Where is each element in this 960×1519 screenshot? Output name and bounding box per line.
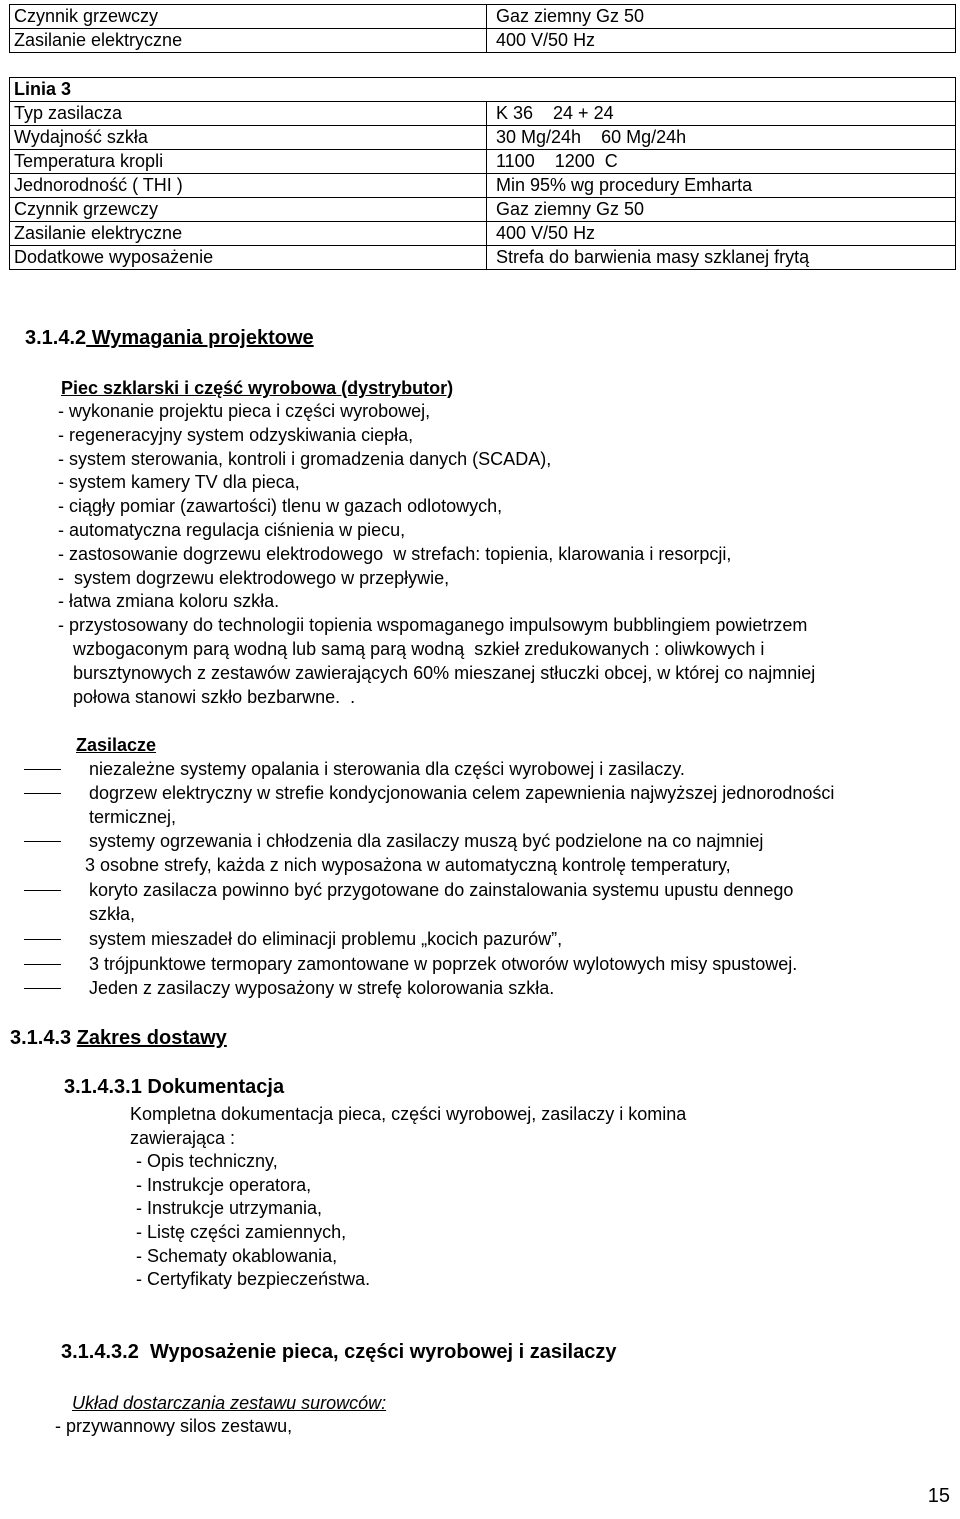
table-cell-value: 400 V/50 Hz bbox=[487, 29, 956, 53]
list-item-continuation: szkła, bbox=[89, 904, 136, 924]
list-item: systemy ogrzewania i chłodzenia dla zasilaczy muszą być podzielone na co najmniej bbox=[89, 831, 764, 851]
table-cell-value: Min 95% wg procedury Emharta bbox=[487, 174, 956, 198]
table-cell-label: Dodatkowe wyposażenie bbox=[10, 246, 487, 270]
table-row bbox=[10, 5, 956, 29]
table-row bbox=[10, 246, 956, 270]
paragraph-line: zawierająca : bbox=[130, 1128, 236, 1148]
dash-bullet bbox=[24, 964, 61, 965]
table-cell-label: Czynnik grzewczy bbox=[10, 198, 487, 222]
dash-bullet bbox=[24, 988, 61, 989]
subsection-heading-piec: Piec szklarski i część wyrobowa (dystrybutor) bbox=[61, 378, 454, 398]
spec-table-continued bbox=[9, 4, 956, 53]
list-item: - Instrukcje utrzymania, bbox=[136, 1198, 323, 1219]
section-number: 3.1.4.2 bbox=[25, 327, 87, 349]
list-item: - Certyfikaty bezpieczeństwa. bbox=[136, 1269, 371, 1290]
dash-bullet bbox=[24, 841, 61, 842]
list-item: - ciągły pomiar (zawartości) tlenu w gazach odlotowych, bbox=[58, 496, 503, 517]
table-row bbox=[10, 174, 956, 198]
table-cell-label: Typ zasilacza bbox=[10, 102, 487, 126]
section-heading-3143 bbox=[10, 1026, 227, 1050]
list-item: koryto zasilacza powinno być przygotowane do zainstalowania systemu upustu dennego bbox=[89, 880, 794, 900]
section-title: Zakres dostawy bbox=[76, 1027, 227, 1049]
table-cell-value: K 36 24 + 24 bbox=[487, 102, 956, 126]
documentation-list bbox=[136, 1150, 370, 1292]
list-item-continuation: 3 osobne strefy, każda z nich wyposażona w automatyczną kontrolę temperatury, bbox=[85, 855, 731, 875]
list-item: połowa stanowi szkło bezbarwne. . bbox=[58, 686, 356, 707]
list-item: Jeden z zasilaczy wyposażony w strefę kolorowania szkła. bbox=[89, 978, 555, 998]
list-item: - łatwa zmiana koloru szkła. bbox=[58, 591, 280, 612]
list-item-continuation: termicznej, bbox=[89, 807, 177, 827]
table-row bbox=[10, 126, 956, 150]
table-cell-label: Jednorodność ( THI ) bbox=[10, 174, 487, 198]
list-item: system mieszadeł do eliminacji problemu „kocich pazurów”, bbox=[89, 929, 563, 949]
table-row bbox=[10, 29, 956, 53]
table-title: Linia 3 bbox=[10, 78, 956, 102]
subsection-heading-uklad: Układ dostarczania zestawu surowców: bbox=[72, 1393, 387, 1413]
dash-bullet bbox=[24, 793, 61, 794]
list-item: - Instrukcje operatora, bbox=[136, 1174, 312, 1195]
list-item: - wykonanie projektu pieca i części wyrobowej, bbox=[58, 401, 431, 421]
list-item: - system kamery TV dla pieca, bbox=[58, 472, 300, 493]
piec-requirements-list bbox=[58, 400, 815, 709]
page-number: 15 bbox=[927, 1485, 950, 1507]
table-row bbox=[10, 150, 956, 174]
list-item: dogrzew elektryczny w strefie kondycjonowania celem zapewnienia najwyższej jednorodności bbox=[89, 783, 835, 803]
table-cell-value: Gaz ziemny Gz 50 bbox=[487, 5, 956, 29]
section-number: 3.1.4.3 bbox=[10, 1027, 77, 1049]
list-item: bursztynowych z zestawów zawierających 60% mieszanej stłuczki obcej, w której co najmniej bbox=[58, 662, 816, 683]
list-item: - system sterowania, kontroli i gromadzenia danych (SCADA), bbox=[58, 448, 552, 469]
table-cell-label: Zasilanie elektryczne bbox=[10, 29, 487, 53]
dash-bullet bbox=[24, 769, 61, 770]
spec-table-line3 bbox=[9, 77, 956, 270]
table-cell-value: 400 V/50 Hz bbox=[487, 222, 956, 246]
table-cell-label: Zasilanie elektryczne bbox=[10, 222, 487, 246]
section-heading-31432: 3.1.4.3.2 Wyposażenie pieca, części wyrobowej i zasilaczy bbox=[61, 1341, 617, 1363]
list-item: - Opis techniczny, bbox=[136, 1151, 278, 1171]
table-cell-label: Temperatura kropli bbox=[10, 150, 487, 174]
section-heading-31431: 3.1.4.3.1 Dokumentacja bbox=[64, 1076, 285, 1098]
list-item: - zastosowanie dogrzewu elektrodowego w strefach: topienia, klarowania i resorpcji, bbox=[58, 543, 732, 564]
list-item: - regeneracyjny system odzyskiwania ciepła, bbox=[58, 424, 414, 445]
list-item: niezależne systemy opalania i sterowania dla części wyrobowej i zasilaczy. bbox=[89, 759, 685, 779]
table-cell-value: 1100 1200 C bbox=[487, 150, 956, 174]
list-item: - automatyczna regulacja ciśnienia w piecu, bbox=[58, 519, 406, 540]
list-item: - Schematy okablowania, bbox=[136, 1245, 338, 1266]
dash-bullet bbox=[24, 890, 61, 891]
subsection-heading-zasilacze: Zasilacze bbox=[76, 735, 157, 755]
dash-bullet bbox=[24, 939, 61, 940]
list-item: wzbogaconym parą wodną lub samą parą wodną szkieł zredukowanych : oliwkowych i bbox=[58, 638, 765, 659]
table-row bbox=[10, 222, 956, 246]
table-row bbox=[10, 102, 956, 126]
list-item: - Listę części zamiennych, bbox=[136, 1222, 347, 1243]
list-item: - system dogrzewu elektrodowego w przepływie, bbox=[58, 567, 450, 588]
list-item: - przywannowy silos zestawu, bbox=[55, 1416, 293, 1436]
table-cell-label: Czynnik grzewczy bbox=[10, 5, 487, 29]
table-cell-value: Gaz ziemny Gz 50 bbox=[487, 198, 956, 222]
paragraph-line: Kompletna dokumentacja pieca, części wyrobowej, zasilaczy i komina bbox=[130, 1104, 687, 1124]
list-item: - przystosowany do technologii topienia wspomaganego impulsowym bubblingiem powietrzem bbox=[58, 615, 808, 636]
table-title-row bbox=[10, 78, 956, 102]
table-cell-value: 30 Mg/24h 60 Mg/24h bbox=[487, 126, 956, 150]
section-heading-3142 bbox=[25, 326, 314, 350]
table-row bbox=[10, 198, 956, 222]
table-cell-label: Wydajność szkła bbox=[10, 126, 487, 150]
table-cell-value: Strefa do barwienia masy szklanej frytą bbox=[487, 246, 956, 270]
section-title: Wymagania projektowe bbox=[86, 327, 314, 349]
list-item: 3 trójpunktowe termopary zamontowane w poprzek otworów wylotowych misy spustowej. bbox=[89, 954, 798, 974]
